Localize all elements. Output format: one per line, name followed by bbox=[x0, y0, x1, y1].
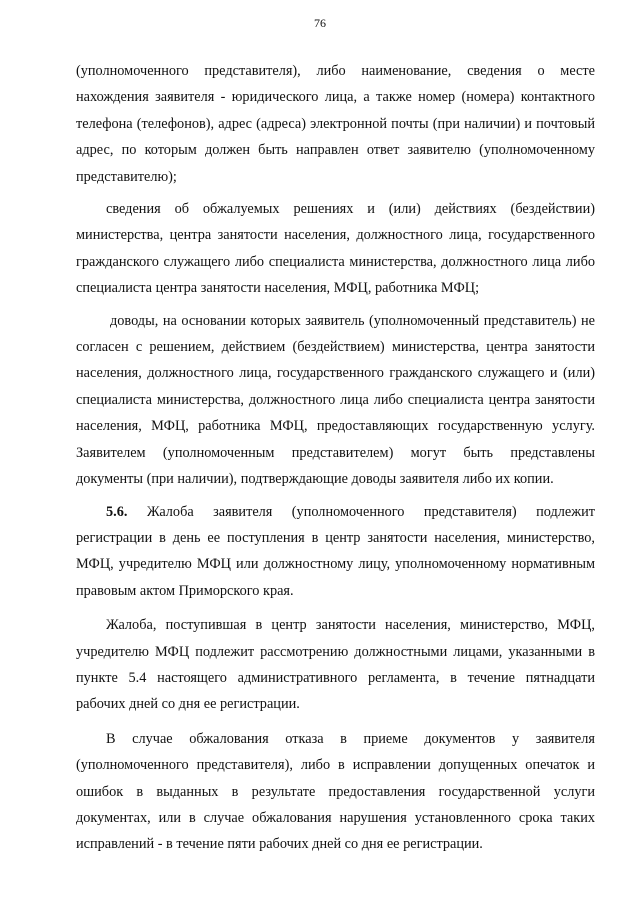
paragraph-complaint-registration-text: Жалоба заявителя (уполномоченного представителя) подлежит регистрации в день ее поступления в центр занятости населения, министерство, МФЦ, учредителю МФЦ или должностному лицу, уполномоченному нормативным правовым актом Приморского края. bbox=[76, 503, 595, 599]
section-number: 5.6. bbox=[106, 503, 128, 520]
page-number: 76 bbox=[314, 16, 326, 30]
paragraph-complaint-registration bbox=[76, 499, 595, 605]
paragraph-refusal-appeal: В случае обжалования отказа в приеме документов у заявителя (уполномоченного представителя), либо в исправлении допущенных опечаток и ошибок в выданных в результате предоставления государственной услуги документах, или в случае обжалования нарушения установленного срока таких исправлений - в течение пяти рабочих дней со дня ее регистрации. bbox=[76, 730, 595, 853]
paragraph-applicant-details: (уполномоченного представителя), либо наименование, сведения о месте нахождения заявителя - юридического лица, а также номер (номера) контактного телефона (телефонов), адрес (адреса) электронной почты (при наличии) и почтовый адрес, по которым должен быть направлен ответ заявителю (уполномоченному представителю); bbox=[76, 63, 595, 185]
document-body bbox=[76, 58, 595, 858]
paragraph-appealed-decisions: сведения об обжалуемых решениях и (или) действиях (бездействии) министерства, центра занятости населения, должностного лица, государственного гражданского служащего либо специалиста министерства, должностного лица либо специалиста центра занятости населения, МФЦ, работника МФЦ; bbox=[76, 201, 595, 297]
paragraph-review-period: Жалоба, поступившая в центр занятости населения, министерство, МФЦ, учредителю МФЦ подлежит рассмотрению должностными лицами, указанными в пункте 5.4 настоящего административного регламента, в течение пятнадцати рабочих дней со дня ее регистрации. bbox=[76, 617, 595, 713]
paragraph-arguments: доводы, на основании которых заявитель (уполномоченный представитель) не согласен с решением, действием (бездействием) министерства, центра занятости населения, должностного лица, государственного гражданского служащего и (или) специалиста министерства, должностного лица либо специалиста центра занятости населения, МФЦ, работника МФЦ, предоставляющих государственную услугу. Заявителем (уполномоченным представителем) могут быть представлены документы (при наличии), подтверждающие доводы заявителя либо их копии. bbox=[76, 312, 595, 488]
